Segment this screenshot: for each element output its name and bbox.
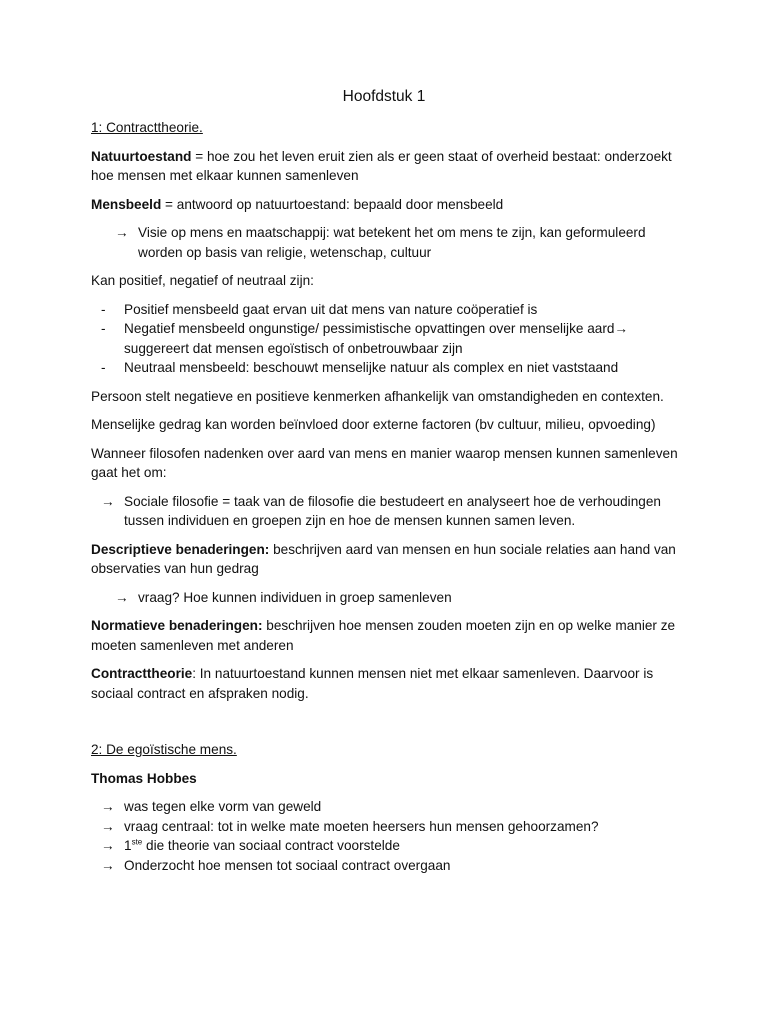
term: Descriptieve benaderingen: [91, 541, 270, 557]
dash-bullet: - [101, 360, 106, 375]
list-item: - Positief mensbeeld gaat ervan uit dat mens van nature coöperatief is [91, 300, 691, 320]
list-item: → vraag centraal: tot in welke mate moeten heersers hun mensen gehoorzamen? [91, 817, 691, 837]
arrow-icon: → [101, 799, 115, 814]
arrow-list [91, 797, 691, 875]
list-item: → Onderzocht hoe mensen tot sociaal contract overgaan [91, 856, 691, 876]
term: Mensbeeld [91, 196, 162, 212]
paragraph-descriptieve: Descriptieve benaderingen: beschrijven aard van mensen en hun sociale relaties aan hand van observaties van hun gedrag [91, 541, 676, 576]
dash-bullet: - [101, 321, 106, 336]
arrow-icon: → [614, 321, 629, 336]
spacer [91, 712, 691, 740]
paragraph-contracttheorie: Contracttheorie: In natuurtoestand kunnen mensen niet met elkaar samenleven. Daarvoor is sociaal contract en afspraken nodig. [91, 666, 654, 701]
section-heading: 2: De egoïstische mens. [91, 742, 237, 757]
page-title: Hoofdstuk 1 [342, 88, 426, 105]
term: Normatieve benaderingen: [91, 618, 263, 633]
paragraph-normatieve: Normatieve benaderingen: beschrijven hoe mensen zouden moeten zijn en op welke manier ze moeten samenleven met anderen [91, 618, 676, 653]
paragraph-mensbeeld: Mensbeeld = antwoord op natuurtoestand: bepaald door mensbeeld [91, 196, 504, 212]
arrow-icon: → [101, 857, 115, 873]
section-heading: 1: Contracttheorie. [91, 120, 203, 135]
list-item: → 1ste die theorie van sociaal contract voorstelde [91, 836, 691, 856]
dash-list [91, 300, 691, 378]
arrow-icon: → [101, 818, 115, 834]
arrow-icon: → [115, 589, 129, 605]
paragraph: Wanneer filosofen nadenken over aard van mens en manier waarop mensen kunnen samenleven gaat het om: [91, 445, 678, 480]
list-item: → was tegen elke vorm van geweld [91, 797, 691, 817]
arrow-icon: → [115, 225, 129, 240]
list-item: - Negatief mensbeeld ongunstige/ pessimistische opvattingen over menselijke aard→ suggereert dat mensen egoïstisch of onbetrouwbaar zijn [101, 321, 629, 356]
list-item: - Neutraal mensbeeld: beschouwt menselijke natuur als complex en niet vaststaand [91, 358, 691, 378]
paragraph-natuurtoestand: Natuurtoestand = hoe zou het leven eruit zien als er geen staat of overheid bestaat: onderzoekt hoe mensen met elkaar kunnen samenleven [91, 148, 672, 183]
arrow-item: → Visie op mens en maatschappij: wat betekent het om mens te zijn, kan geformuleerd worden op basis van religie, wetenschap, cultuur [115, 225, 646, 260]
term: Natuurtoestand [91, 148, 192, 164]
arrow-item: → vraag? Hoe kunnen individuen in groep samenleven [91, 588, 691, 608]
arrow-icon: → [101, 493, 115, 509]
paragraph: Kan positief, negatief of neutraal zijn: [91, 273, 314, 288]
paragraph: Menselijke gedrag kan worden beïnvloed door externe factoren (bv cultuur, milieu, opvoeding) [91, 417, 656, 432]
arrow-icon: → [101, 838, 115, 853]
paragraph: Persoon stelt negatieve en positieve kenmerken afhankelijk van omstandigheden en contexten. [91, 388, 664, 404]
subheading: Thomas Hobbes [91, 770, 197, 786]
document-body [91, 118, 691, 884]
arrow-item: → Sociale filosofie = taak van de filosofie die bestudeert en analyseert hoe de verhoudingen tussen individuen en groepen zijn en hoe de mensen kunnen samen leven. [101, 493, 661, 528]
dash-bullet: - [101, 301, 106, 317]
term: Contracttheorie [91, 666, 193, 681]
